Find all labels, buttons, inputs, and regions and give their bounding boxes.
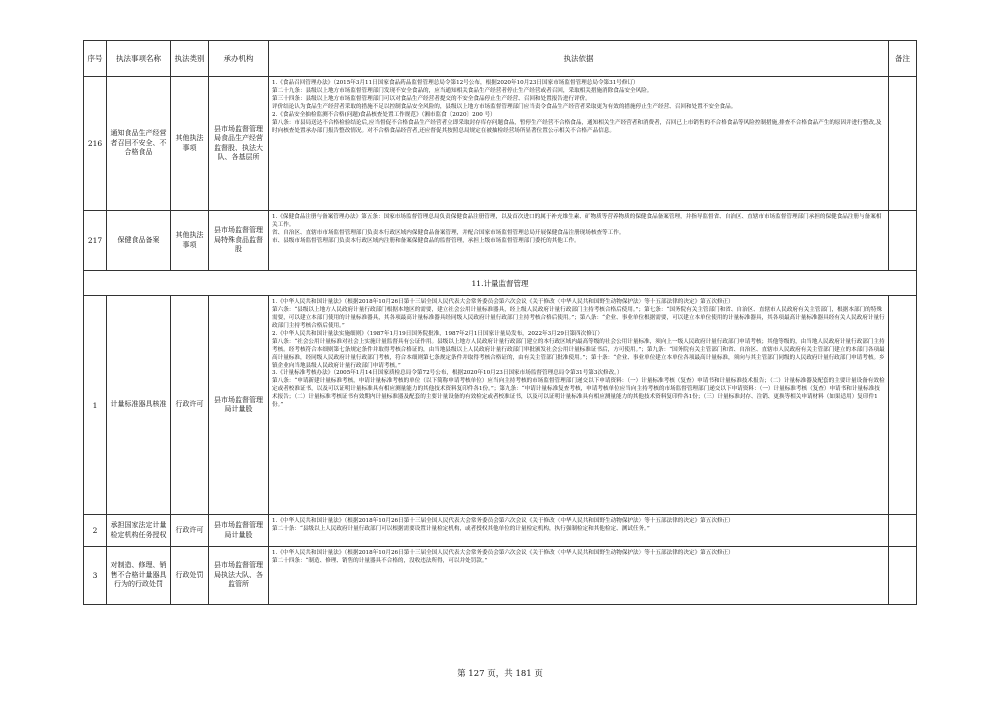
table-row <box>84 296 917 515</box>
basis-paragraph: 3.《计量标准考核办法》（2005年1月14日国家质检总局令第72号公布，根据2020年10月23日国家市场监督管理总局令第31号第3次修改。） <box>272 370 623 377</box>
row-no: 217 <box>84 211 107 271</box>
row-name: 通知食品生产经营者召回不安全、不合格食品 <box>107 77 171 211</box>
row-name: 对制造、修理、销售不合格计量器具行为的行政处罚 <box>107 547 171 605</box>
header-basis: 执法依据 <box>269 41 889 77</box>
row-org: 县市场监督管理局特殊食品监督股 <box>209 211 269 271</box>
row-name: 计量标准器具核准 <box>107 296 171 515</box>
section-title: 11.计量监督管理 <box>84 271 917 296</box>
basis-paragraph: 第二十条：“县级以上人民政府计量行政部门可以根据需要设置计量检定机构，或者授权其他单位的计量检定机构，执行强制检定和其他检定、测试任务。” <box>272 525 650 532</box>
basis-paragraph: 1.《中华人民共和国计量法》（根据2018年10月26日第十三届全国人民代表大会常务委员会第六次会议《关于修改〈中华人民共和国野生动物保护法〉等十五部法律的决定》第五次修正） <box>272 550 734 556</box>
row-note <box>889 515 917 547</box>
basis-paragraph: 1.《中华人民共和国计量法》（根据2018年10月26日第十三届全国人民代表大会常务委员会第六次会议《关于修改〈中华人民共和国野生动物保护法〉等十五部法律的决定》第五次修正） <box>272 299 734 305</box>
row-org: 县市场监督管理局计量股 <box>209 515 269 547</box>
row-basis <box>269 296 889 515</box>
basis-paragraph: 省、自治区、直辖市市场监督管理部门负责本行政区域内保健食品备案管理，并配合国家市场监督管理总局开展保健食品注册现场核查等工作。 <box>272 229 625 236</box>
row-no: 3 <box>84 547 107 605</box>
table-row <box>84 211 917 271</box>
header-no: 序号 <box>84 41 107 77</box>
header-note: 备注 <box>889 41 917 77</box>
basis-paragraph: 第三十四条：县级以上地方市场监督管理部门可以对食品生产经营者提交的不安全食品停止生产经营、召回和处置报告进行评价。 <box>272 95 591 102</box>
basis-paragraph: 第二十九条：县级以上地方市场监督管理部门发现不安全食品的，应当通知相关食品生产经营者停止生产经营或者召回，采取相关措施消除食品安全风险。 <box>272 87 653 94</box>
basis-paragraph: 第八条：“社会公用计量标准对社会上实施计量监督具有公证作用。县级以上地方人民政府计量行政部门建立的本行政区域内最高等级的社会公用计量标准，须向上一级人民政府计量行政部门申请考核；其他等级的，由当地人民政府计量行政部门主持考核。经考核符合本细则第七条规定条件并取得考核合格证的，由当地县级以上人民政府计量行政部门审批颁发社会公用计量标准证书后，方可使用。”；第九条：“国务院有关主管部门和省、自治区、直辖市人民政府有关主管部门建立的本部门各项最高计量标准，经同级人民政府计量行政部门考核，符合本细则第七条规定条件并取得考核合格证的，由有关主管部门批准使用。”；第十条：“企业、事业单位建立本单位各项最高计量标准，须向与其主管部门同级的人民政府计量行政部门申请考核。乡镇企业向当地县级人民政府计量行政部门申请考核。” <box>272 338 885 369</box>
row-basis <box>269 211 889 271</box>
row-basis <box>269 77 889 211</box>
basis-paragraph: 2.《食品安全抽检监测不合格(问题)食品核查处置工作规范》（湘市监食〔2020〕200 号） <box>272 111 496 118</box>
table-row <box>84 547 917 605</box>
row-note <box>889 547 917 605</box>
basis-paragraph: 市、县级市场监督管理部门负责本行政区域内注册和备案保健食品的监督管理，承担上级市场监督管理部门委托的其他工作。 <box>272 237 580 244</box>
row-no: 216 <box>84 77 107 211</box>
basis-paragraph: 1.《保健食品注册与备案管理办法》第五条：国家市场监督管理总局负责保健食品注册管理，以及首次进口的属于补充维生素、矿物质等营养物质的保健食品备案管理，并指导监督省、自治区、直辖市市场监督管理部门承担的保健食品注册与备案相关工作。 <box>272 214 882 228</box>
header-org: 承办机构 <box>209 41 269 77</box>
row-org: 县市场监督管理局食品生产经营监督股、执法大队、各基层所 <box>209 77 269 211</box>
row-name: 保健食品备案 <box>107 211 171 271</box>
header-type: 执法类别 <box>171 41 209 77</box>
row-name: 承担国家法定计量检定机构任务授权 <box>107 515 171 547</box>
row-note <box>889 211 917 271</box>
table-header-row <box>84 41 917 77</box>
row-type: 其他执法事项 <box>171 77 209 211</box>
basis-paragraph: 第八条：“申请新建计量标准考核，申请计量标准考核的单位（以下简称申请考核单位）应当向主持考核的市场监督管理部门递交以下申请资料：（一）计量标准考核（复查）申请书和计量标准技术报告；（二）计量标准器及配套的主要计量设备有效检定或者校准证书，以及可以证明计量标准具有相应测量能力的其他技术资料复印件各1份。”；第九条：“申请计量标准复查考核，申请考核单位应当向主持考核的市场监督管理部门递交以下申请资料：（一）计量标准考核（复查）申请书和计量标准技术报告；（二）计量标准考核证书有效期内计量标准器及配套的主要计量设备的有效检定或者校准证书，以及可以证明计量标准具有相应测量能力的其他技术资料复印件各1份；（三）计量标准封存、注销、更换等相关申请材料（如果适用）复印件1份。” <box>272 378 885 409</box>
row-type: 行政处罚 <box>171 547 209 605</box>
row-note <box>889 296 917 515</box>
page-number: 第 127 页，共 181 页 <box>457 669 543 679</box>
table-row <box>84 515 917 547</box>
row-type: 其他执法事项 <box>171 211 209 271</box>
row-basis <box>269 515 889 547</box>
basis-paragraph: 1.《中华人民共和国计量法》（根据2018年10月26日第十三届全国人民代表大会常务委员会第六次会议《关于修改〈中华人民共和国野生动物保护法〉等十五部法律的决定》第五次修正） <box>272 518 734 524</box>
row-type: 行政许可 <box>171 515 209 547</box>
row-no: 1 <box>84 296 107 515</box>
row-org: 县市场监督管理局执法大队、各监管所 <box>209 547 269 605</box>
basis-paragraph: 1.《食品召回管理办法》（2015年3月11日国家食品药品监督管理总局令第12号公布，根据2020年10月23日国家市场监督管理总局令第31号修订） <box>272 80 639 86</box>
basis-paragraph: 评价结论认为食品生产经营者采取的措施不足以控制食品安全风险的，县级以上地方市场监督管理部门应当责令食品生产经营者采取更为有效的措施停止生产经营、召回和处置不安全食品。 <box>272 103 737 110</box>
section-row <box>84 271 917 296</box>
basis-paragraph: 第六条：“县级以上地方人民政府计量行政部门根据本地区的需要，建立社会公用计量标准器具，经上级人民政府计量行政部门主持考核合格后使用。”；第七条：“国务院有关主管部门和省、自治区、直辖市人民政府有关主管部门，根据本部门的特殊需要，可以建立本部门使用的计量标准器具，其各项最高计量标准器具经同级人民政府计量行政部门主持考核合格后使用。”；第八条：“企业、事业单位根据需要，可以建立本单位使用的计量标准器具，其各项最高计量标准器具经有关人民政府计量行政部门主持考核合格后使用。” <box>272 306 885 329</box>
header-name: 执法事项名称 <box>107 41 171 77</box>
row-no: 2 <box>84 515 107 547</box>
enforcement-table <box>83 40 917 605</box>
basis-paragraph: 2.《中华人民共和国计量法实施细则》（1987年1月19日国务院批准，1987年2月1日国家计量局发布，2022年3月29日第四次修订） <box>272 330 604 337</box>
row-type: 行政许可 <box>171 296 209 515</box>
table-row <box>84 77 917 211</box>
basis-paragraph: 第二十四条：“制造、修理、销售的计量器具不合格的，没收违法所得，可以并处罚款。” <box>272 557 488 564</box>
row-org: 县市场监督管理局计量股 <box>209 296 269 515</box>
basis-paragraph: 第八条：市县局送达不合格检验结论后,应当督促不合格食品生产经营者立即采取封存库存问题食品，暂停生产经营不合格食品，通知相关生产经营者和消费者，召回已上市销售的不合格食品等风险控制措施,排查不合格食品产生的原因并进行整改,及时向核查处置承办部门报告整改情况。对不合格食品经营者,还应督促其按照总局规定在被抽检经营场所显著位置公示相关不合格产品信息。 <box>272 119 882 134</box>
row-note <box>889 77 917 211</box>
row-basis <box>269 547 889 605</box>
